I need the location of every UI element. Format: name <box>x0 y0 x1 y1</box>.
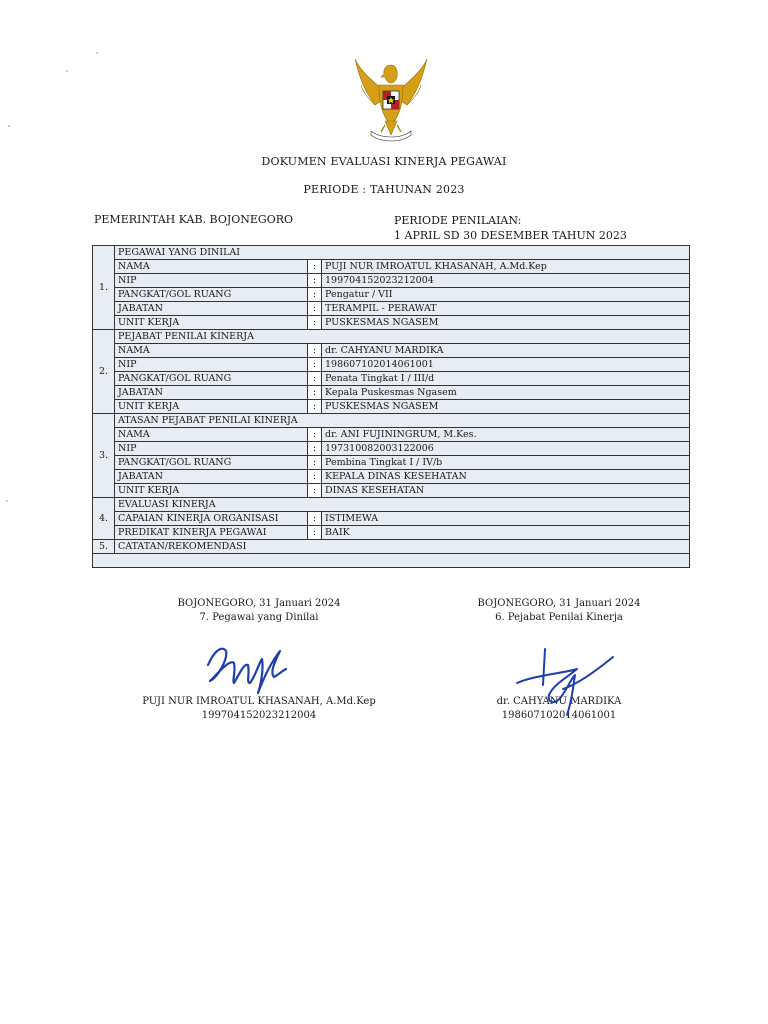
colon-separator: : <box>308 344 322 358</box>
field-label: PREDIKAT KINERJA PEGAWAI <box>115 526 308 540</box>
document-periode: PERIODE : TAHUNAN 2023 <box>303 183 465 196</box>
section-title: ATASAN PEJABAT PENILAI KINERJA <box>115 414 690 428</box>
section-title: PEJABAT PENILAI KINERJA <box>115 330 690 344</box>
evaluation-form-table <box>92 245 690 568</box>
scan-speck <box>8 125 10 127</box>
sign-role: 7. Pegawai yang Dinilai <box>199 612 319 623</box>
table-row <box>93 470 690 484</box>
table-row <box>93 302 690 316</box>
colon-separator: : <box>308 428 322 442</box>
field-value: dr. CAHYANU MARDIKA <box>322 344 690 358</box>
table-row <box>93 442 690 456</box>
field-label: PANGKAT/GOL RUANG <box>115 372 308 386</box>
handwritten-signature-right-icon <box>505 645 620 720</box>
field-value: Kepala Puskesmas Ngasem <box>322 386 690 400</box>
field-value: KEPALA DINAS KESEHATAN <box>322 470 690 484</box>
field-label: NIP <box>115 442 308 456</box>
field-label: UNIT KERJA <box>115 484 308 498</box>
notes-area <box>93 554 690 568</box>
section-number: 3. <box>93 414 115 498</box>
table-row <box>93 428 690 442</box>
colon-separator: : <box>308 442 322 456</box>
section-header <box>93 498 690 512</box>
field-value: BAIK <box>322 526 690 540</box>
colon-separator: : <box>308 512 322 526</box>
sign-nip: 199704152023212004 <box>201 710 317 721</box>
field-label: NIP <box>115 274 308 288</box>
section-number: 5. <box>93 540 115 554</box>
section-number: 1. <box>93 246 115 330</box>
table-row <box>93 484 690 498</box>
table-row <box>93 274 690 288</box>
colon-separator: : <box>308 274 322 288</box>
field-value: PUSKESMAS NGASEM <box>322 400 690 414</box>
section-number: 2. <box>93 330 115 414</box>
sign-name: PUJI NUR IMROATUL KHASANAH, A.Md.Kep <box>142 696 376 707</box>
table-row <box>93 288 690 302</box>
table-row <box>93 512 690 526</box>
colon-separator: : <box>308 456 322 470</box>
section-number: 4. <box>93 498 115 540</box>
scan-speck <box>6 500 8 502</box>
colon-separator: : <box>308 526 322 540</box>
field-label: NAMA <box>115 260 308 274</box>
field-label: UNIT KERJA <box>115 400 308 414</box>
periode-penilaian-label: PERIODE PENILAIAN: <box>394 214 522 227</box>
section-header <box>93 246 690 260</box>
field-value: 198607102014061001 <box>322 358 690 372</box>
field-value: PUSKESMAS NGASEM <box>322 316 690 330</box>
field-value: Pembina Tingkat I / IV/b <box>322 456 690 470</box>
field-label: JABATAN <box>115 302 308 316</box>
colon-separator: : <box>308 302 322 316</box>
field-value: Pengatur / VII <box>322 288 690 302</box>
colon-separator: : <box>308 484 322 498</box>
scan-speck <box>96 52 98 54</box>
sign-place-date: BOJONEGORO, 31 Januari 2024 <box>177 598 341 609</box>
field-label: NAMA <box>115 428 308 442</box>
colon-separator: : <box>308 400 322 414</box>
colon-separator: : <box>308 386 322 400</box>
field-label: JABATAN <box>115 386 308 400</box>
table-row <box>93 344 690 358</box>
section-title: PEGAWAI YANG DINILAI <box>115 246 690 260</box>
field-label: JABATAN <box>115 470 308 484</box>
colon-separator: : <box>308 316 322 330</box>
scan-speck <box>66 70 68 72</box>
field-value: DINAS KESEHATAN <box>322 484 690 498</box>
colon-separator: : <box>308 288 322 302</box>
field-value: 197310082003122006 <box>322 442 690 456</box>
section-header <box>93 414 690 428</box>
sign-name: dr. CAHYANU MARDIKA <box>496 696 622 707</box>
notes-blank-row <box>93 554 690 568</box>
table-row <box>93 316 690 330</box>
table-row <box>93 456 690 470</box>
colon-separator: : <box>308 260 322 274</box>
field-value: ISTIMEWA <box>322 512 690 526</box>
field-label: NAMA <box>115 344 308 358</box>
section-header <box>93 540 690 554</box>
field-label: PANGKAT/GOL RUANG <box>115 288 308 302</box>
sign-role: 6. Pejabat Penilai Kinerja <box>495 612 623 623</box>
table-row <box>93 358 690 372</box>
section-title: EVALUASI KINERJA <box>115 498 690 512</box>
table-row <box>93 386 690 400</box>
sign-nip: 198607102014061001 <box>501 710 617 721</box>
colon-separator: : <box>308 372 322 386</box>
field-value: Penata Tingkat I / III/d <box>322 372 690 386</box>
table-row <box>93 400 690 414</box>
document-title: DOKUMEN EVALUASI KINERJA PEGAWAI <box>261 155 507 168</box>
field-label: PANGKAT/GOL RUANG <box>115 456 308 470</box>
periode-penilaian <box>394 213 627 243</box>
table-row <box>93 372 690 386</box>
field-label: CAPAIAN KINERJA ORGANISASI <box>115 512 308 526</box>
colon-separator: : <box>308 470 322 484</box>
instansi-label: PEMERINTAH KAB. BOJONEGORO <box>94 213 294 226</box>
table-row <box>93 526 690 540</box>
section-header <box>93 330 690 344</box>
field-value: 199704152023212004 <box>322 274 690 288</box>
table-row <box>93 260 690 274</box>
section-title: CATATAN/REKOMENDASI <box>115 540 690 554</box>
handwritten-signature-left-icon <box>200 637 300 697</box>
field-value: TERAMPIL - PERAWAT <box>322 302 690 316</box>
field-label: UNIT KERJA <box>115 316 308 330</box>
field-value: PUJI NUR IMROATUL KHASANAH, A.Md.Kep <box>322 260 690 274</box>
field-value: dr. ANI FUJININGRUM, M.Kes. <box>322 428 690 442</box>
garuda-emblem-icon <box>345 55 437 145</box>
sign-place-date: BOJONEGORO, 31 Januari 2024 <box>477 598 641 609</box>
colon-separator: : <box>308 358 322 372</box>
field-label: NIP <box>115 358 308 372</box>
periode-penilaian-value: 1 APRIL SD 30 DESEMBER TAHUN 2023 <box>394 229 627 242</box>
